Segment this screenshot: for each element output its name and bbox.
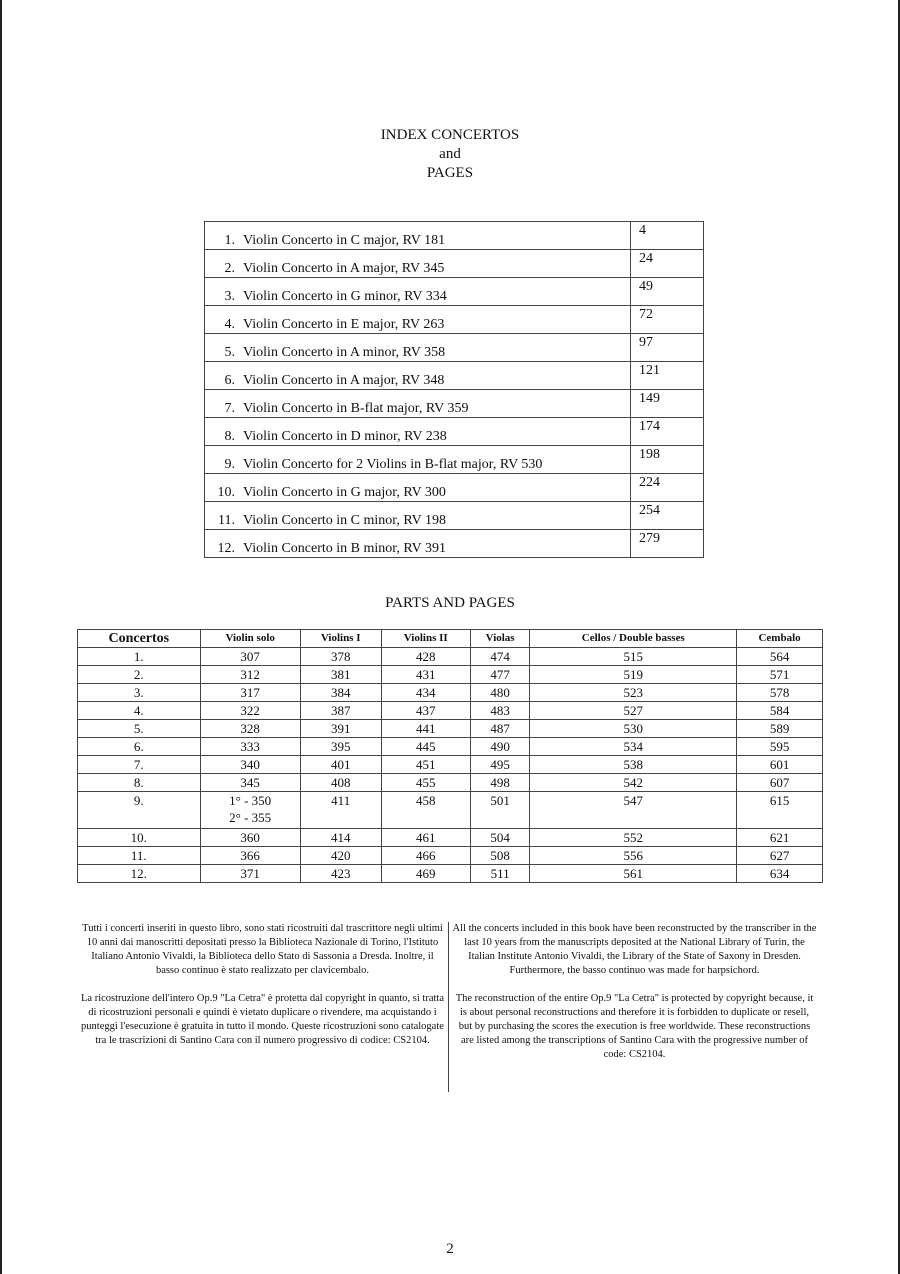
parts-cell	[200, 865, 300, 883]
index-concerto-name: Violin Concerto in D minor, RV 238	[243, 429, 447, 444]
index-title-cell	[205, 362, 631, 390]
parts-cell-value: 547	[623, 793, 643, 808]
index-title-cell	[205, 222, 631, 250]
parts-cell-value: 12.	[130, 866, 147, 881]
parts-cell-value: 328	[240, 721, 260, 736]
title-line-2: and	[439, 146, 461, 162]
parts-cell-value: 455	[415, 775, 436, 790]
parts-cell	[530, 648, 737, 666]
index-title-cell	[205, 306, 631, 334]
parts-cell	[300, 666, 381, 684]
parts-row	[78, 702, 823, 720]
parts-row	[78, 847, 823, 865]
index-number: 10.	[217, 485, 235, 500]
index-page: 24	[631, 250, 704, 278]
note-english-p2: The reconstruction of the entire Op.9 "La Cetra" is protected by copyright because, it is about personal reconstructions and therefore it is forbidden to duplicate or resell, but by purchasing the scores the execution is free worldwide. These reconstructions are listed among the transcriptions of Santino Cara with the progressive number of code: CS2104.	[455, 993, 814, 1060]
parts-cell	[78, 648, 201, 666]
parts-cell	[300, 738, 381, 756]
parts-cell	[200, 648, 300, 666]
index-concerto-name: Violin Concerto in A major, RV 348	[243, 373, 445, 388]
parts-cell	[737, 756, 823, 774]
parts-row	[78, 756, 823, 774]
index-concerto-name: Violin Concerto in B-flat major, RV 359	[243, 401, 469, 416]
parts-cell-value: 501	[490, 793, 510, 808]
note-english-p1: All the concerts included in this book have been reconstructed by the transcriber in the last 10 years from the manuscripts deposited at the National Library of Turin, the Italian Institute Antonio Vivaldi, the Library of the State of Saxony in Dresden. Furthermore, the basso continuo was made for harpsichord.	[452, 923, 817, 976]
index-title-cell	[205, 474, 631, 502]
parts-cell	[737, 847, 823, 865]
notes-italian	[80, 922, 445, 1092]
parts-row	[78, 865, 823, 883]
parts-cell-value: 307	[240, 649, 260, 664]
parts-cell	[530, 756, 737, 774]
parts-cell-value: 378	[330, 649, 351, 664]
index-page: 49	[631, 278, 704, 306]
parts-cell-value: 10.	[130, 830, 147, 845]
parts-row	[78, 648, 823, 666]
parts-cell-value: 1.	[133, 649, 144, 664]
parts-cell-value: 333	[240, 739, 260, 754]
index-row	[205, 418, 704, 446]
note-italian-p2: La ricostruzione dell'intero Op.9 "La Cetra" è protetta dal copyright in quanto, si tratta di ricostruzioni personali e quindi è vietato duplicare o rivendere, ma acquistando i punteggi l'esecuzione è gratuita in tutto il mondo. Queste ricostruzioni sono catalogate tra le trascrizioni di Santino Cara con il numero progressivo di codice: CS2104.	[81, 993, 444, 1046]
parts-cell-value: 401	[330, 757, 351, 772]
parts-cell	[381, 720, 470, 738]
parts-cell-value: 345	[240, 775, 260, 790]
parts-header-cell: Cembalo	[737, 630, 823, 648]
index-title-cell	[205, 502, 631, 530]
parts-cell	[530, 702, 737, 720]
parts-cell-value: 530	[623, 721, 643, 736]
index-concerto-name: Violin Concerto in C minor, RV 198	[243, 513, 446, 528]
parts-cell-value: 423	[330, 866, 351, 881]
parts-cell-value: 595	[769, 739, 790, 754]
parts-cell	[381, 829, 470, 847]
parts-cell	[381, 738, 470, 756]
parts-cell-value: 519	[623, 667, 643, 682]
parts-cell	[737, 865, 823, 883]
parts-cell-value: 434	[415, 685, 436, 700]
parts-cell-value: 515	[623, 649, 643, 664]
index-row	[205, 306, 704, 334]
parts-cell	[737, 702, 823, 720]
parts-cell-value: 1° - 350	[229, 793, 272, 808]
parts-cell	[470, 666, 530, 684]
index-number: 6.	[224, 373, 235, 388]
parts-cell	[530, 720, 737, 738]
parts-cell-value: 607	[769, 775, 790, 790]
parts-cell-value: 527	[623, 703, 643, 718]
index-page: 224	[631, 474, 704, 502]
parts-cell-value: 414	[330, 830, 351, 845]
parts-cell-value: 11.	[130, 848, 147, 863]
parts-header-cell: Violins I	[300, 630, 381, 648]
parts-cell	[381, 702, 470, 720]
index-number: 3.	[224, 289, 235, 304]
index-page: 198	[631, 446, 704, 474]
parts-cell-value: 360	[240, 830, 260, 845]
parts-cell	[381, 666, 470, 684]
parts-cell	[470, 738, 530, 756]
notes-section	[80, 922, 820, 1092]
title-line-1: INDEX CONCERTOS	[380, 127, 520, 143]
parts-cell	[470, 756, 530, 774]
parts-cell-value: 420	[330, 848, 351, 863]
parts-cell-value: 391	[330, 721, 351, 736]
index-title-cell	[205, 530, 631, 558]
parts-cell-value: 627	[769, 848, 790, 863]
parts-cell	[78, 720, 201, 738]
parts-cell-value: 508	[490, 848, 510, 863]
parts-cell-value: 340	[240, 757, 260, 772]
parts-cell	[200, 792, 300, 829]
parts-header-cell: Cellos / Double basses	[530, 630, 737, 648]
parts-cell	[200, 756, 300, 774]
parts-cell-value: 523	[623, 685, 643, 700]
parts-cell	[530, 792, 737, 829]
note-italian-p1: Tutti i concerti inseriti in questo libro, sono stati ricostruiti dal trascrittore negli ultimi 10 anni dai manoscritti depositati presso la Biblioteca Nazionale di Torino, l'Istituto Italiano Antonio Vivaldi, la Biblioteca dello Stato di Sassonia a Dresda. Inoltre, il basso continuo è stato realizzato per clavicembalo.	[82, 923, 443, 976]
parts-cell	[737, 648, 823, 666]
parts-cell-value: 490	[490, 739, 510, 754]
parts-cell	[200, 847, 300, 865]
parts-cell	[200, 684, 300, 702]
index-number: 1.	[224, 233, 235, 248]
index-row	[205, 250, 704, 278]
parts-cell-value: 561	[623, 866, 643, 881]
index-title-cell	[205, 334, 631, 362]
parts-cell	[200, 702, 300, 720]
parts-cell-value: 466	[415, 848, 436, 863]
index-page: 4	[631, 222, 704, 250]
parts-header-cell: Violins II	[381, 630, 470, 648]
parts-cell-value: 538	[623, 757, 643, 772]
parts-cell	[530, 847, 737, 865]
index-concerto-name: Violin Concerto in E major, RV 263	[243, 317, 445, 332]
parts-cell-value: 511	[490, 866, 510, 881]
parts-cell-value: 542	[623, 775, 643, 790]
parts-cell-value: 556	[623, 848, 643, 863]
parts-cell-value: 5.	[133, 721, 144, 736]
parts-cell-value: 451	[415, 757, 436, 772]
parts-cell-value: 487	[490, 721, 510, 736]
parts-cell-value: 411	[331, 793, 351, 808]
parts-cell-value: 441	[415, 721, 436, 736]
parts-cell-value: 437	[415, 703, 436, 718]
parts-cell-value: 474	[490, 649, 510, 664]
index-page: 254	[631, 502, 704, 530]
parts-cell	[530, 666, 737, 684]
parts-cell	[78, 738, 201, 756]
index-row	[205, 278, 704, 306]
index-number: 2.	[224, 261, 235, 276]
parts-cell	[737, 720, 823, 738]
parts-cell	[737, 792, 823, 829]
parts-cell-value: 498	[490, 775, 510, 790]
parts-cell	[78, 865, 201, 883]
parts-cell	[200, 666, 300, 684]
parts-row	[78, 738, 823, 756]
parts-cell	[78, 829, 201, 847]
title-line-3: PAGES	[426, 165, 474, 181]
parts-cell	[300, 756, 381, 774]
index-title-cell	[205, 390, 631, 418]
parts-cell	[737, 738, 823, 756]
parts-cell	[381, 684, 470, 702]
index-page: 149	[631, 390, 704, 418]
parts-row	[78, 829, 823, 847]
page-number: 2	[446, 1241, 454, 1257]
parts-cell	[737, 684, 823, 702]
parts-cell-value: 3.	[133, 685, 144, 700]
index-page: 279	[631, 530, 704, 558]
parts-row	[78, 720, 823, 738]
parts-header-cell: Violin solo	[200, 630, 300, 648]
parts-cell-value: 584	[769, 703, 790, 718]
index-page: 72	[631, 306, 704, 334]
parts-cell	[300, 702, 381, 720]
parts-cell-value: 428	[415, 649, 436, 664]
index-concerto-name: Violin Concerto in G minor, RV 334	[243, 289, 447, 304]
parts-cell-value: 477	[490, 667, 510, 682]
parts-cell-value: 312	[240, 667, 260, 682]
parts-cell	[300, 720, 381, 738]
index-number: 7.	[224, 401, 235, 416]
parts-cell	[200, 829, 300, 847]
index-row	[205, 362, 704, 390]
index-row	[205, 390, 704, 418]
parts-section-title: PARTS AND PAGES	[385, 595, 515, 611]
index-title-cell	[205, 250, 631, 278]
index-number: 4.	[224, 317, 235, 332]
index-number: 9.	[224, 457, 235, 472]
parts-cell-value: 634	[769, 866, 790, 881]
parts-table	[77, 629, 823, 883]
parts-cell	[300, 829, 381, 847]
index-page: 97	[631, 334, 704, 362]
index-concerto-name: Violin Concerto in B minor, RV 391	[243, 541, 446, 556]
parts-cell	[78, 792, 201, 829]
parts-cell-value: 6.	[133, 739, 144, 754]
parts-cell-value: 408	[330, 775, 351, 790]
parts-cell	[470, 792, 530, 829]
parts-cell	[381, 774, 470, 792]
parts-cell	[300, 774, 381, 792]
index-title-cell	[205, 446, 631, 474]
parts-cell	[381, 847, 470, 865]
notes-divider	[448, 922, 449, 1092]
parts-cell	[78, 684, 201, 702]
parts-cell-extra: 2° - 355	[229, 810, 272, 825]
parts-cell	[381, 865, 470, 883]
parts-cell	[78, 666, 201, 684]
index-number: 11.	[218, 513, 235, 528]
index-row	[205, 530, 704, 558]
parts-cell-value: 431	[415, 667, 436, 682]
parts-cell	[78, 847, 201, 865]
parts-cell	[200, 720, 300, 738]
parts-cell-value: 9.	[133, 793, 144, 808]
parts-cell	[470, 829, 530, 847]
parts-cell-value: 578	[769, 685, 790, 700]
parts-cell-value: 366	[240, 848, 260, 863]
index-number: 5.	[224, 345, 235, 360]
index-row	[205, 446, 704, 474]
parts-cell	[300, 847, 381, 865]
parts-cell-value: 4.	[133, 703, 144, 718]
parts-cell-value: 445	[415, 739, 436, 754]
parts-cell	[381, 648, 470, 666]
index-page: 121	[631, 362, 704, 390]
parts-cell	[737, 774, 823, 792]
parts-row	[78, 774, 823, 792]
parts-cell-value: 2.	[133, 667, 144, 682]
parts-cell	[530, 774, 737, 792]
parts-cell	[300, 648, 381, 666]
concerto-index-table	[204, 221, 704, 558]
parts-cell	[78, 702, 201, 720]
parts-row	[78, 792, 823, 829]
parts-header-cell: Concertos	[78, 630, 201, 648]
parts-cell-value: 8.	[133, 775, 144, 790]
parts-cell-value: 317	[240, 685, 260, 700]
parts-cell-value: 322	[240, 703, 260, 718]
parts-cell-value: 615	[769, 793, 790, 808]
parts-row	[78, 666, 823, 684]
parts-cell-value: 495	[490, 757, 510, 772]
parts-cell-value: 621	[769, 830, 790, 845]
index-number: 8.	[224, 429, 235, 444]
parts-cell	[530, 865, 737, 883]
parts-cell-value: 571	[769, 667, 790, 682]
index-row	[205, 502, 704, 530]
parts-cell	[200, 738, 300, 756]
parts-cell-value: 7.	[133, 757, 144, 772]
index-row	[205, 474, 704, 502]
index-title-cell	[205, 418, 631, 446]
index-row	[205, 334, 704, 362]
parts-cell	[530, 684, 737, 702]
parts-cell	[78, 756, 201, 774]
parts-cell	[470, 720, 530, 738]
parts-cell-value: 483	[490, 703, 510, 718]
parts-cell	[470, 702, 530, 720]
notes-english	[452, 922, 817, 1092]
parts-cell-value: 552	[623, 830, 643, 845]
index-number: 12.	[217, 541, 235, 556]
parts-cell	[381, 756, 470, 774]
parts-cell	[470, 865, 530, 883]
index-concerto-name: Violin Concerto in C major, RV 181	[243, 233, 446, 248]
parts-cell	[300, 792, 381, 829]
parts-cell	[78, 774, 201, 792]
index-concerto-name: Violin Concerto in G major, RV 300	[243, 485, 446, 500]
index-title-cell	[205, 278, 631, 306]
parts-cell-value: 480	[490, 685, 510, 700]
parts-cell-value: 564	[769, 649, 790, 664]
parts-cell	[470, 847, 530, 865]
index-concerto-name: Violin Concerto for 2 Violins in B-flat major, RV 530	[243, 457, 543, 472]
parts-cell	[381, 792, 470, 829]
parts-cell-value: 458	[415, 793, 436, 808]
parts-cell-value: 461	[415, 830, 436, 845]
parts-cell	[530, 829, 737, 847]
index-concerto-name: Violin Concerto in A minor, RV 358	[243, 345, 446, 360]
parts-cell-value: 381	[330, 667, 351, 682]
parts-cell	[300, 684, 381, 702]
index-concerto-name: Violin Concerto in A major, RV 345	[243, 261, 445, 276]
parts-cell	[470, 648, 530, 666]
parts-cell-value: 395	[330, 739, 351, 754]
parts-cell	[470, 774, 530, 792]
parts-cell-value: 469	[415, 866, 436, 881]
parts-cell-value: 534	[623, 739, 643, 754]
index-row	[205, 222, 704, 250]
parts-header-cell: Violas	[470, 630, 530, 648]
parts-cell-value: 601	[769, 757, 790, 772]
parts-cell-value: 504	[490, 830, 510, 845]
parts-cell	[470, 684, 530, 702]
parts-cell	[300, 865, 381, 883]
parts-cell	[737, 829, 823, 847]
parts-cell	[200, 774, 300, 792]
page-edge-left	[0, 0, 2, 1274]
index-page: 174	[631, 418, 704, 446]
parts-cell-value: 371	[240, 866, 260, 881]
parts-cell-value: 589	[769, 721, 790, 736]
parts-cell-value: 387	[330, 703, 351, 718]
parts-cell-value: 384	[330, 685, 351, 700]
page-title	[0, 126, 900, 183]
parts-cell	[530, 738, 737, 756]
parts-row	[78, 684, 823, 702]
parts-cell	[737, 666, 823, 684]
